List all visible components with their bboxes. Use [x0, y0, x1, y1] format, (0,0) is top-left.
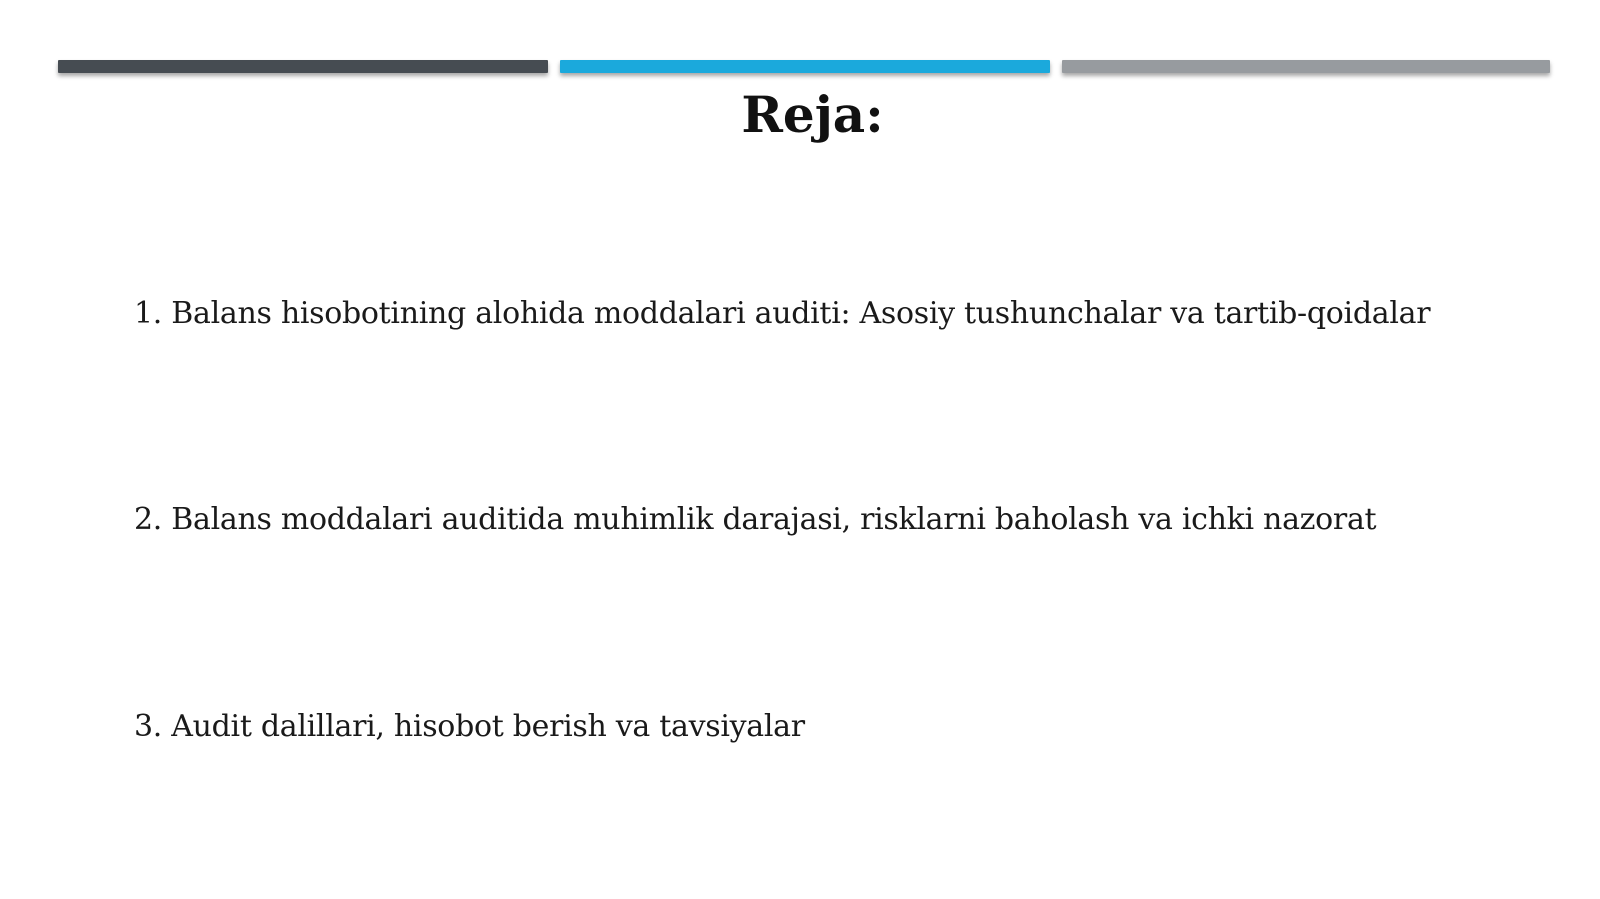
header-bar-blue: [560, 60, 1050, 73]
header-bar-gray: [1062, 60, 1550, 73]
slide-title: Reja:: [741, 85, 884, 144]
header-bar-dark: [58, 60, 548, 73]
header-decoration-bars: [58, 60, 1550, 74]
plan-item: 1. Balans hisobotining alohida moddalari auditi: Asosiy tushunchalar va tartib-qoidalar: [134, 296, 1431, 331]
plan-item: 2. Balans moddalari auditida muhimlik darajasi, risklarni baholash va ichki nazorat: [134, 502, 1377, 537]
plan-item: 3. Audit dalillari, hisobot berish va tavsiyalar: [134, 709, 805, 744]
